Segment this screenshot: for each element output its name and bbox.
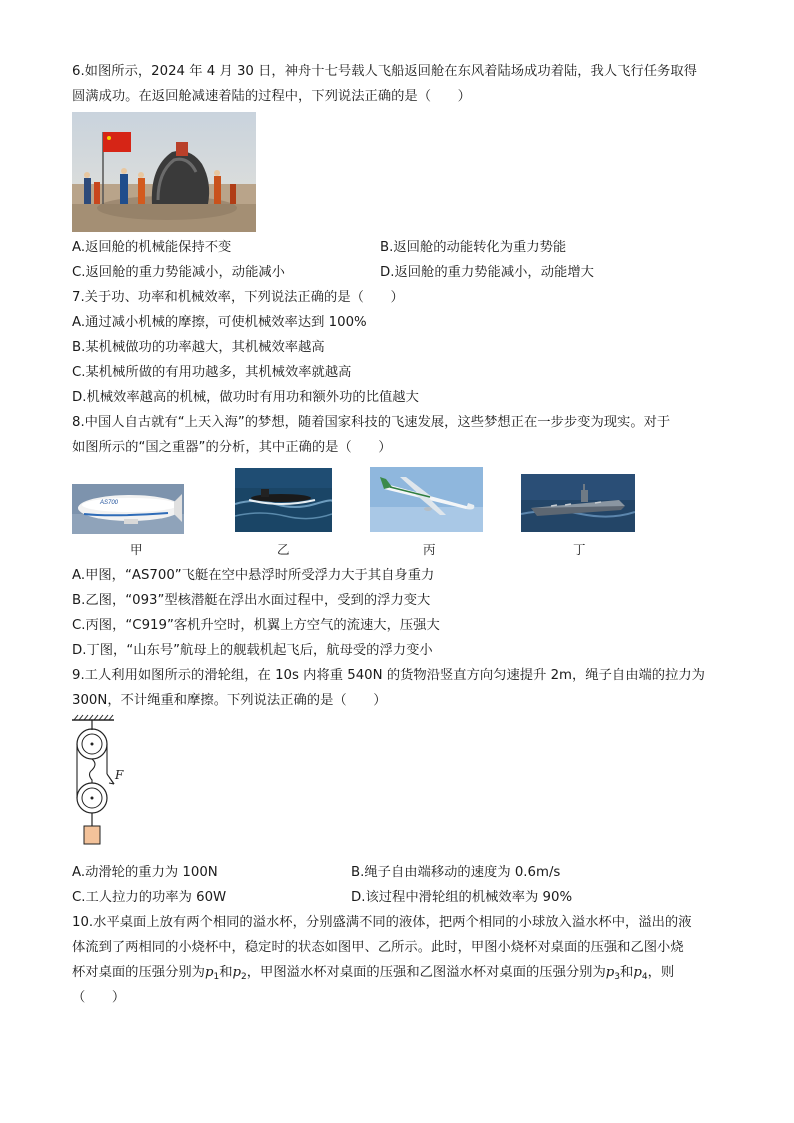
q7-stem: 7.关于功、功率和机械效率，下列说法正确的是（ ） — [72, 290, 404, 305]
q9-option-b: B.绳子自由端移动的速度为 0.6m/s — [351, 865, 561, 880]
sub-3: 3 — [614, 972, 621, 982]
q8-option-b: B.乙图，“093”型核潜艇在浮出水面过程中，受到的浮力变大 — [72, 593, 431, 608]
q8-stem-line-2: 如图所示的“国之重器”的分析，其中正确的是（ ） — [72, 440, 392, 455]
symbol-p4: p — [633, 965, 642, 980]
q6-option-c: C.返回舱的重力势能减小，动能减小 — [72, 265, 285, 280]
q6-option-a: A.返回舱的机械能保持不变 — [72, 240, 232, 255]
symbol-p2: p — [232, 965, 242, 980]
q10-stem-line-4: （ ） — [72, 990, 126, 1005]
airship-label: AS700 — [100, 500, 119, 506]
sub-4: 4 — [641, 972, 648, 982]
q7-option-a: A.通过减小机械的摩擦，可使机械效率达到 100% — [72, 315, 367, 330]
q10-stem-line-2: 体流到了两相同的小烧杯中，稳定时的状态如图甲、乙所示。此时，甲图小烧杯对桌面的压强和乙图小烧 — [72, 940, 684, 955]
q9-stem-line-2: 300N，不计绳重和摩擦。下列说法正确的是（ ） — [72, 693, 387, 708]
sub-1: 1 — [213, 972, 220, 982]
q9-option-c: C.工人拉力的功率为 60W — [72, 890, 227, 905]
q6-option-d: D.返回舱的重力势能减小，动能增大 — [380, 265, 594, 280]
caption-bing: 丙 — [423, 542, 436, 557]
q6-option-b: B.返回舱的动能转化为重力势能 — [380, 240, 567, 255]
q10-stem-line-3 — [72, 964, 674, 986]
carrier-photo — [521, 474, 635, 532]
q6-stem-line-2: 圆满成功。在返回舱减速着陆的过程中，下列说法正确的是（ ） — [72, 89, 471, 104]
capsule-landing-photo — [72, 112, 256, 232]
q10-text-e: ，则 — [647, 965, 675, 980]
q8-stem-line-1: 8.中国人自古就有“上天入海”的梦想，随着国家科技的飞速发展，这些梦想正在一步步变为现实。对于 — [72, 415, 671, 430]
q9-option-a: A.动滑轮的重力为 100N — [72, 865, 218, 880]
q9-option-d: D.该过程中滑轮组的机械效率为 90% — [351, 890, 573, 905]
pulley-diagram — [70, 714, 130, 854]
force-label-f: F — [115, 768, 124, 782]
q9-stem-line-1: 9.工人利用如图所示的滑轮组，在 10s 内将重 540N 的货物沿竖直方向匀速提升 2m，绳子自由端的拉力为 — [72, 668, 705, 683]
q6-stem-line-1: 6.如图所示，2024 年 4 月 30 日，神舟十七号载人飞船返回舱在东风着陆场成功着陆，我人飞行任务取得 — [72, 64, 697, 79]
caption-yi: 乙 — [277, 542, 290, 557]
q10-text-b: 和 — [219, 965, 233, 980]
symbol-p3: p — [605, 965, 615, 980]
q7-option-c: C.某机械所做的有用功越多，其机械效率就越高 — [72, 365, 352, 380]
q8-option-d: D.丁图，“山东号”航母上的舰载机起飞后，航母受的浮力变小 — [72, 643, 433, 658]
caption-jia: 甲 — [130, 542, 143, 557]
q10-text-c: ，甲图溢水杯对桌面的压强和乙图溢水杯对桌面的压强分别为 — [246, 965, 606, 980]
q7-option-b: B.某机械做功的功率越大，其机械效率越高 — [72, 340, 325, 355]
caption-ding: 丁 — [573, 542, 586, 557]
q10-text-d: 和 — [620, 965, 634, 980]
q10-text-a: 杯对桌面的压强分别为 — [72, 965, 205, 980]
symbol-p1: p — [204, 965, 214, 980]
airship-photo — [72, 484, 184, 534]
q8-option-c: C.丙图，“C919”客机升空时，机翼上方空气的流速大，压强大 — [72, 618, 440, 633]
q10-stem-line-1: 10.水平桌面上放有两个相同的溢水杯，分别盛满不同的液体，把两个相同的小球放入溢水杯中，溢出的液 — [72, 915, 692, 930]
submarine-photo — [235, 468, 332, 532]
airliner-photo — [370, 467, 483, 532]
q7-option-d: D.机械效率越高的机械，做功时有用功和额外功的比值越大 — [72, 390, 419, 405]
sub-2: 2 — [241, 972, 247, 982]
q8-option-a: A.甲图，“AS700”飞艇在空中悬浮时所受浮力大于其自身重力 — [72, 568, 435, 583]
